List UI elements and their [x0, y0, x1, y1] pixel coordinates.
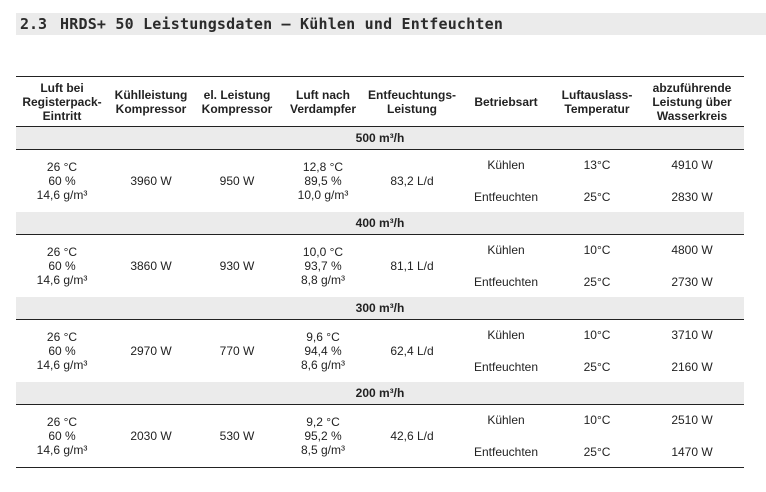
- mode-dehumidify: Entfeuchten: [473, 360, 539, 374]
- water-power-cooling: 2510 W: [671, 413, 713, 427]
- evaporator-absolute-humidity: 8,6 g/m³: [300, 358, 345, 372]
- cooling-capacity-cell: 3960 W: [130, 174, 172, 188]
- inlet-absolute-humidity: 14,6 g/m³: [36, 273, 88, 287]
- outlet-temp-cooling: 13°C: [583, 158, 611, 172]
- cooling-capacity-cell: 2970 W: [130, 344, 172, 358]
- airflow-row: [16, 382, 744, 405]
- mode-dehumidify: Entfeuchten: [473, 275, 539, 289]
- water-power-cooling: 4910 W: [671, 158, 713, 172]
- water-circuit-cell: [640, 320, 744, 383]
- dehumidification-cell: 83,2 L/d: [390, 174, 434, 188]
- section-heading: [16, 13, 766, 35]
- water-power-dehumidify: 2830 W: [671, 190, 713, 204]
- inlet-air-cell: [16, 320, 108, 383]
- table-row: [16, 405, 744, 468]
- inlet-absolute-humidity: 14,6 g/m³: [36, 358, 88, 372]
- evaporator-air-cell: [280, 150, 366, 213]
- inlet-absolute-humidity: 14,6 g/m³: [36, 443, 88, 457]
- water-circuit-cell: [640, 235, 744, 298]
- evaporator-humidity: 89,5 %: [304, 174, 342, 188]
- performance-table: [16, 76, 744, 468]
- evaporator-temperature: 10,0 °C: [302, 245, 344, 259]
- water-power-dehumidify: 2730 W: [671, 275, 713, 289]
- operating-mode-cell: [458, 405, 554, 468]
- evaporator-temperature: 12,8 °C: [302, 160, 344, 174]
- inlet-humidity: 60 %: [48, 429, 76, 443]
- outlet-temperature-cell: [554, 235, 640, 298]
- column-header-cooling-capacity: Kühlleistung Kompressor: [108, 77, 194, 127]
- airflow-label: 500 m³/h: [16, 127, 744, 150]
- mode-cooling: Kühlen: [487, 243, 525, 257]
- table-row: [16, 320, 744, 383]
- water-power-dehumidify: 1470 W: [671, 445, 713, 459]
- airflow-label: 400 m³/h: [16, 212, 744, 235]
- table-row: [16, 150, 744, 213]
- airflow-row: [16, 127, 744, 150]
- section-number: 2.3: [20, 15, 48, 33]
- operating-mode-cell: [458, 150, 554, 213]
- mode-dehumidify: Entfeuchten: [473, 190, 539, 204]
- outlet-temperature-cell: [554, 320, 640, 383]
- inlet-temperature: 26 °C: [46, 160, 78, 174]
- mode-dehumidify: Entfeuchten: [473, 445, 539, 459]
- evaporator-absolute-humidity: 10,0 g/m³: [297, 188, 349, 202]
- column-header-dehumidification: Entfeuchtungs-Leistung: [366, 77, 458, 127]
- airflow-label: 200 m³/h: [16, 382, 744, 405]
- evaporator-humidity: 93,7 %: [304, 259, 342, 273]
- airflow-row: [16, 297, 744, 320]
- water-power-cooling: 4800 W: [671, 243, 713, 257]
- column-header-water-circuit-power: abzuführende Leistung über Wasserkreis: [640, 77, 744, 127]
- inlet-temperature: 26 °C: [46, 245, 78, 259]
- electric-power-cell: 950 W: [219, 174, 255, 188]
- column-header-outlet-temperature: Luftauslass-Temperatur: [554, 77, 640, 127]
- mode-cooling: Kühlen: [487, 328, 525, 342]
- column-header-inlet-air: Luft bei Registerpack-Eintritt: [16, 77, 108, 127]
- dehumidification-cell: 62,4 L/d: [390, 344, 434, 358]
- outlet-temp-cooling: 10°C: [583, 413, 611, 427]
- operating-mode-cell: [458, 320, 554, 383]
- evaporator-air-cell: [280, 405, 366, 468]
- water-power-dehumidify: 2160 W: [671, 360, 713, 374]
- water-circuit-cell: [640, 405, 744, 468]
- operating-mode-cell: [458, 235, 554, 298]
- outlet-temp-dehumidify: 25°C: [583, 360, 611, 374]
- inlet-air-cell: [16, 405, 108, 468]
- outlet-temp-dehumidify: 25°C: [583, 445, 611, 459]
- airflow-label: 300 m³/h: [16, 297, 744, 320]
- evaporator-temperature: 9,6 °C: [306, 330, 340, 344]
- outlet-temperature-cell: [554, 150, 640, 213]
- inlet-absolute-humidity: 14,6 g/m³: [36, 188, 88, 202]
- inlet-temperature: 26 °C: [46, 330, 78, 344]
- inlet-humidity: 60 %: [48, 259, 76, 273]
- evaporator-absolute-humidity: 8,8 g/m³: [300, 273, 345, 287]
- cooling-capacity-cell: 2030 W: [108, 405, 194, 468]
- water-circuit-cell: [640, 150, 744, 213]
- outlet-temp-dehumidify: 25°C: [583, 275, 611, 289]
- inlet-air-cell: [16, 235, 108, 298]
- evaporator-humidity: 95,2 %: [304, 429, 342, 443]
- water-power-cooling: 3710 W: [671, 328, 713, 342]
- section-title: HRDS+ 50 Leistungsdaten – Kühlen und Entfeuchten: [60, 15, 504, 33]
- inlet-humidity: 60 %: [48, 344, 76, 358]
- airflow-row: [16, 212, 744, 235]
- outlet-temperature-cell: [554, 405, 640, 468]
- inlet-air-cell: [16, 150, 108, 213]
- table-body: [16, 127, 744, 468]
- electric-power-cell: 930 W: [219, 259, 255, 273]
- evaporator-humidity: 94,4 %: [304, 344, 342, 358]
- table-row: [16, 235, 744, 298]
- column-header-operating-mode: Betriebsart: [458, 77, 554, 127]
- cooling-capacity-cell: 3860 W: [130, 259, 172, 273]
- evaporator-absolute-humidity: 8,5 g/m³: [300, 443, 345, 457]
- evaporator-temperature: 9,2 °C: [306, 415, 340, 429]
- table-header-row: [16, 77, 744, 127]
- column-header-electric-power: el. Leistung Kompressor: [194, 77, 280, 127]
- inlet-humidity: 60 %: [48, 174, 76, 188]
- mode-cooling: Kühlen: [487, 158, 525, 172]
- outlet-temp-cooling: 10°C: [583, 243, 611, 257]
- electric-power-cell: 770 W: [219, 344, 255, 358]
- evaporator-air-cell: [280, 320, 366, 383]
- dehumidification-cell: 42,6 L/d: [366, 405, 458, 468]
- outlet-temp-dehumidify: 25°C: [583, 190, 611, 204]
- outlet-temp-cooling: 10°C: [583, 328, 611, 342]
- evaporator-air-cell: [280, 235, 366, 298]
- dehumidification-cell: 81,1 L/d: [390, 259, 434, 273]
- column-header-evaporator-air: Luft nach Verdampfer: [280, 77, 366, 127]
- mode-cooling: Kühlen: [487, 413, 525, 427]
- electric-power-cell: 530 W: [194, 405, 280, 468]
- inlet-temperature: 26 °C: [46, 415, 78, 429]
